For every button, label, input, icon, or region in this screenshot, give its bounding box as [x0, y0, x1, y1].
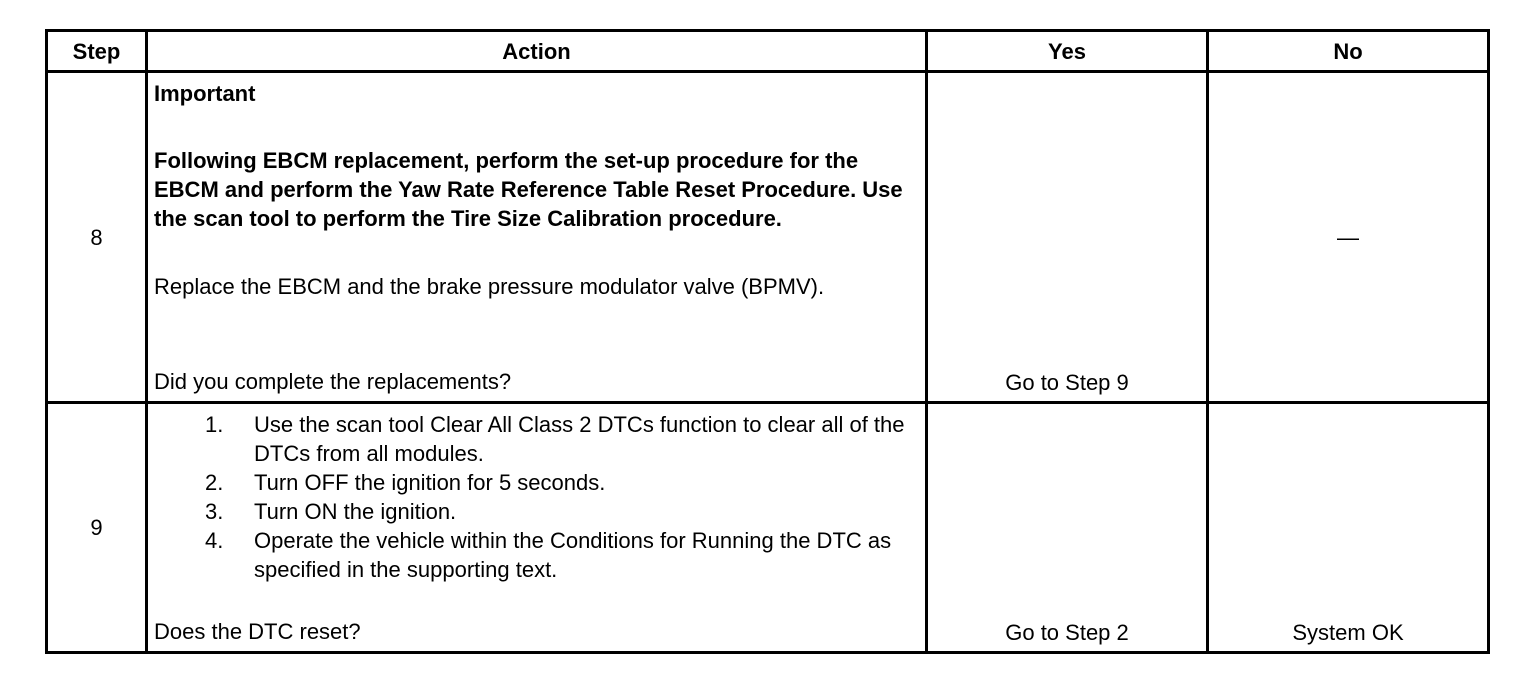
action-question: Did you complete the replacements? — [154, 369, 512, 394]
table-row-step-9 — [47, 403, 1489, 653]
list-item-number: 1. — [205, 412, 224, 437]
action-cell — [147, 403, 927, 653]
list-item — [154, 468, 919, 497]
table-row-step-8 — [47, 72, 1489, 403]
diagnostic-procedure-table — [45, 29, 1490, 654]
list-item — [154, 410, 919, 468]
list-item-number: 4. — [205, 528, 224, 553]
important-heading: Important — [154, 81, 256, 106]
no-result: — — [1208, 72, 1489, 403]
important-note: Following EBCM replacement, perform the set-up procedure for the EBCM and perform the Yaw Rate Reference Table Reset Procedure. Use the scan tool to perform the Tire Size Calibration procedure. — [154, 148, 903, 231]
action-cell — [147, 72, 927, 403]
no-result: System OK — [1208, 403, 1489, 653]
list-item-number: 3. — [205, 499, 224, 524]
list-item-text: Turn ON the ignition. — [254, 499, 457, 524]
list-item-text: Turn OFF the ignition for 5 seconds. — [254, 470, 606, 495]
action-instruction: Replace the EBCM and the brake pressure modulator valve (BPMV). — [154, 274, 825, 299]
list-item-text: Use the scan tool Clear All Class 2 DTCs function to clear all of the DTCs from all modules. — [254, 412, 905, 466]
list-item-text: Operate the vehicle within the Conditions for Running the DTC as specified in the supporting text. — [254, 528, 892, 582]
yes-result: Go to Step 2 — [927, 403, 1208, 653]
step-number: 8 — [47, 72, 147, 403]
list-item — [154, 497, 919, 526]
list-item-number: 2. — [205, 470, 224, 495]
yes-result: Go to Step 9 — [927, 72, 1208, 403]
step-number: 9 — [47, 403, 147, 653]
list-item — [154, 526, 919, 584]
no-column-header: No — [1208, 31, 1489, 72]
step-column-header: Step — [47, 31, 147, 72]
table-header-row — [47, 31, 1489, 72]
action-column-header: Action — [147, 31, 927, 72]
action-question: Does the DTC reset? — [154, 619, 361, 644]
yes-column-header: Yes — [927, 31, 1208, 72]
procedure-steps-list — [154, 410, 919, 584]
